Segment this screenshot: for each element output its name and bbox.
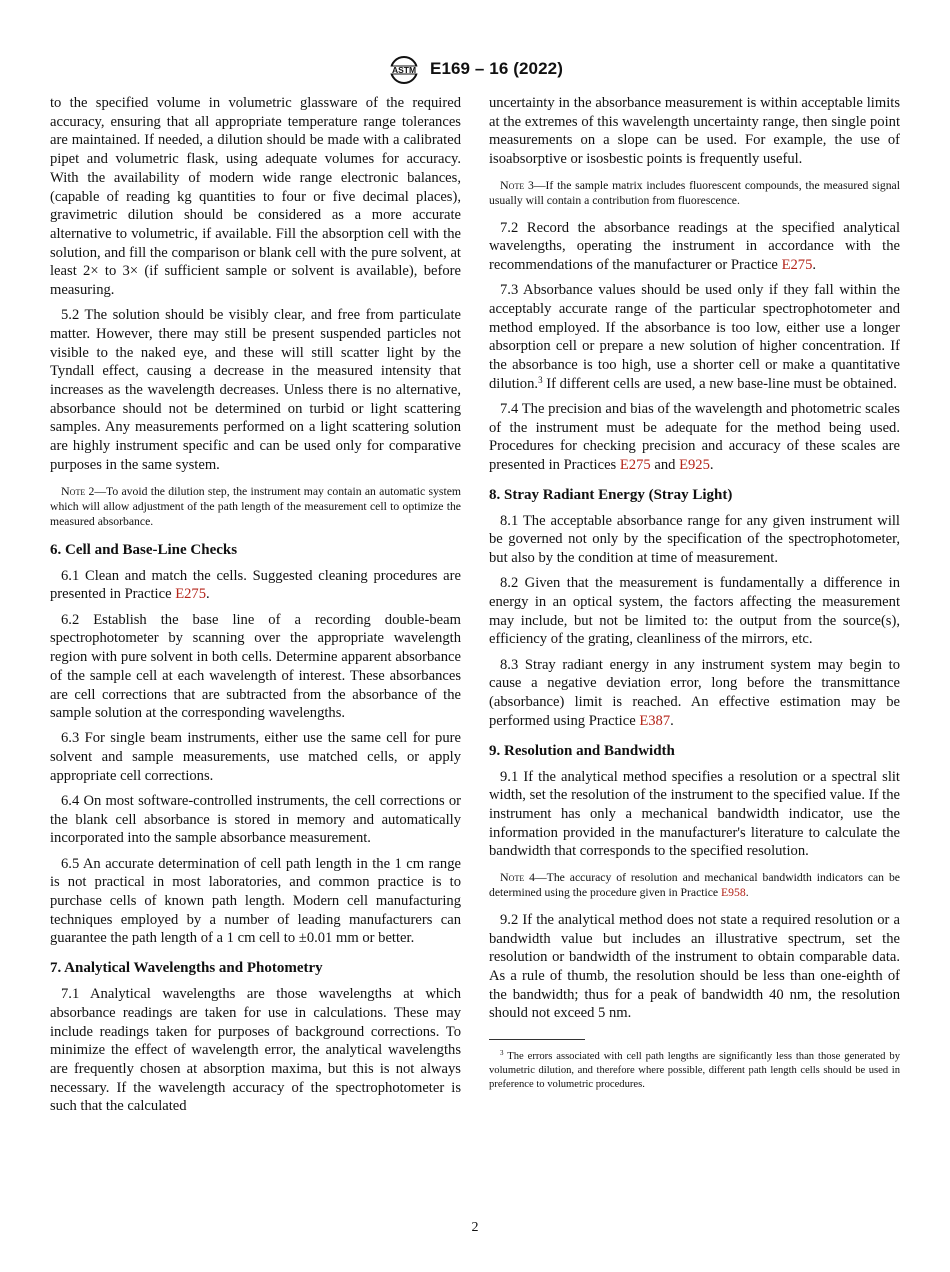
reference-link-e925[interactable]: E925	[679, 457, 710, 474]
astm-logo-icon	[386, 55, 422, 85]
paragraph-text: 6.1 Clean and match the cells. Suggested cleaning procedures are presented in Practice	[50, 567, 461, 603]
paragraph-9-1: 9.1 If the analytical method specifies a resolution or a spectral slit width, set the resolution of the instrument to the specified value. If the instrument has only a mechanical bandwidth indicator, use the information provided in the manufacturer's literature to calculate the bandwidth that corresponds to the specified resolution.	[489, 768, 900, 860]
paragraph-6-5: 6.5 An accurate determination of cell path length in the 1 cm range is not practical in most laboratories, and common practice is to purchase cells of known path length. Modern cell manufacturing techniques employed by a number of leading manufacturers can guarantee the path length of a 1 cm cell to ±0.01 mm or better.	[50, 855, 461, 947]
note-text: 3—If the sample matrix includes fluorescent compounds, the measured signal usually will contain a contribution from fluorescence.	[489, 178, 900, 208]
paragraph-text: 7.3 Absorbance values should be used only if they fall within the acceptably accurate range of the particular spectrophotometer and method employed. If the absorbance is too low, either use a longer absorption cell or prepare a new solution of higher concentration. If the absorbance is too high, use a shorter cell or make a quantitative dilution.	[489, 282, 900, 392]
paragraph-6-4: 6.4 On most software-controlled instruments, the cell corrections or the blank cell absorbance is stored in memory and automatically incorporated into the sample absorbance measurement.	[50, 793, 461, 847]
paragraph-8-3	[489, 656, 900, 731]
paragraph-text: .	[709, 457, 714, 474]
reference-link-e387[interactable]: E387	[639, 712, 671, 729]
paragraph-6-3: 6.3 For single beam instruments, either use the same cell for pure solvent and sample measurements, use matched cells, or apply appropriate cell corrections.	[50, 730, 461, 784]
paragraph-7-1: 7.1 Analytical wavelengths are those wavelengths at which absorbance readings are taken for use in calculations. These may include readings taken for purposes of background corrections. To minimize the effect of wavelength error, the analytical wavelengths are frequently chosen at absorption maxima, but this is not always necessary. If the wavelength accuracy of the spectrophotometer is such that the calculated	[50, 986, 461, 1115]
paragraph-text: .	[670, 712, 674, 729]
note-label: Note	[500, 870, 525, 885]
note-text: 4—The accuracy of resolution and mechanical bandwidth indicators can be determined using the procedure given in Practice	[489, 871, 900, 900]
note-2	[50, 484, 461, 530]
footnote-3	[489, 1050, 900, 1092]
paragraph-6-1	[50, 567, 461, 604]
right-column	[489, 94, 900, 1099]
paragraph-8-1: 8.1 The acceptable absorbance range for any given instrument will be governed not only by the specification of the spectrophotometer, but also by the condition at time of measurement.	[489, 512, 900, 567]
note-4	[489, 870, 900, 901]
paragraph-text: 8.3 Stray radiant energy in any instrument system may begin to cause a negative deviation error, long before the transmittance (absorbance) limit is reached. An effective estimation may be performed using Practice	[489, 656, 900, 729]
paragraph-text: .	[206, 586, 210, 603]
paragraph-5-2: 5.2 The solution should be visibly clear, and free from particulate matter. However, there may still be present suspended particles not visible to the naked eye, and these will still scatter light by the Tyndall effect, causing a decrease in the measured intensity that increases as the wavelength decreases. Unless there is no alternative, absorbance should not be determined on turbid or light scattering samples. Any measurements performed on a light scattering solution are highly instrument specific and can be used only for comparative purposes in the same system.	[50, 307, 461, 473]
reference-link-e275[interactable]: E275	[175, 586, 207, 603]
section-heading-8: 8. Stray Radiant Energy (Stray Light)	[489, 486, 733, 503]
section-heading-7: 7. Analytical Wavelengths and Photometry	[50, 960, 323, 977]
standard-designation: E169 – 16 (2022)	[430, 59, 563, 78]
footnote-text: The errors associated with cell path lengths are significantly less than those generated by volumetric dilution, and therefore where possible, different path length cells should be used in preference to volumetric procedures.	[489, 1051, 900, 1091]
note-3	[489, 178, 900, 209]
note-text: .	[745, 886, 749, 900]
reference-link-e275[interactable]: E275	[781, 257, 813, 274]
page-header	[0, 57, 950, 83]
paragraph-text: 7.4 The precision and bias of the wavelength and photometric scales of the instrument must be adequate for the method being used. Procedures for checking precision and accuracy of these scales are presented in Practices	[489, 400, 900, 474]
paragraph-text: If different cells are used, a new base-line must be obtained.	[542, 375, 897, 392]
left-column	[50, 94, 461, 1123]
section-heading-9: 9. Resolution and Bandwidth	[489, 742, 675, 759]
footnote-divider	[489, 1039, 585, 1040]
paragraph-5-1-continued: to the specified volume in volumetric glassware of the required accuracy, ensuring that all appropriate temperature range tolerances are maintained. If needed, a dilution should be made with a calibrated pipet and volumetric flask, using adequate volumes for accuracy. With the availability of modern wide range electronic balances, (capable of reading kg quantities to four or five decimal places), gravimetric dilution should be considered as a more accurate alternative to volumetric, if available. Fill the absorption cell with the solution, and fill the comparison or blank cell with the pure solvent, at least 2× to 3× (if sufficient sample or solvent is available), before measuring.	[50, 95, 461, 299]
note-text: 2—To avoid the dilution step, the instrument may contain an automatic system which will allow adjustment of the path length of the measurement cell to optimize the measured absorbance.	[50, 484, 461, 529]
paragraph-6-2: 6.2 Establish the base line of a recording double-beam spectrophotometer by scanning over the appropriate wavelength region with pure solvent in both cells. Determine apparent absorbance of the sample cell at each wavelength of interest. These absorbances are cell corrections that are subtracted from the absorbance of the sample solution at the corresponding wavelengths.	[50, 611, 461, 722]
paragraph-9-2: 9.2 If the analytical method does not state a required resolution or a bandwidth value but includes an illustrative spectrum, set the resolution or bandwidth of the instrument to obtain comparable data. As a rule of thumb, the resolution should be less than one-eighth of the bandwidth; thus for a peak of bandwidth 40 nm, the resolution should not exceed 5 nm.	[489, 911, 900, 1022]
paragraph-8-2: 8.2 Given that the measurement is fundamentally a difference in energy in an optical system, the factors affecting the measurement may include, but not be limited to: the output from the source(s), efficiency of the grating, cleanliness of the mirrors, etc.	[489, 575, 900, 648]
paragraph-text: and	[650, 457, 680, 474]
footnote-marker: 3	[500, 1049, 504, 1058]
paragraph-text: 7.2 Record the absorbance readings at the specified analytical wavelengths, operating the instrument in accordance with the recommendations of the manufacturer or Practice	[489, 219, 900, 274]
reference-link-e275[interactable]: E275	[619, 457, 651, 474]
paragraph-7-3	[489, 281, 900, 393]
svg-text:ASTM: ASTM	[391, 65, 417, 76]
paragraph-7-1-continued: uncertainty in the absorbance measurement is within acceptable limits at the extremes of this wavelength uncertainty range, then single point measurements on a slope can be used. For example, the use of isoabsorptive or isosbestic points is frequently useful.	[489, 95, 900, 168]
reference-link-e958[interactable]: E958	[721, 886, 746, 900]
note-label: Note	[500, 177, 525, 192]
paragraph-7-2	[489, 219, 900, 275]
paragraph-text: .	[812, 257, 817, 274]
footnote-ref[interactable]: 3	[538, 374, 543, 385]
note-label: Note	[61, 483, 86, 498]
page-number: 2	[471, 1220, 479, 1235]
paragraph-7-4	[489, 400, 900, 475]
section-heading-6: 6. Cell and Base-Line Checks	[50, 541, 238, 558]
